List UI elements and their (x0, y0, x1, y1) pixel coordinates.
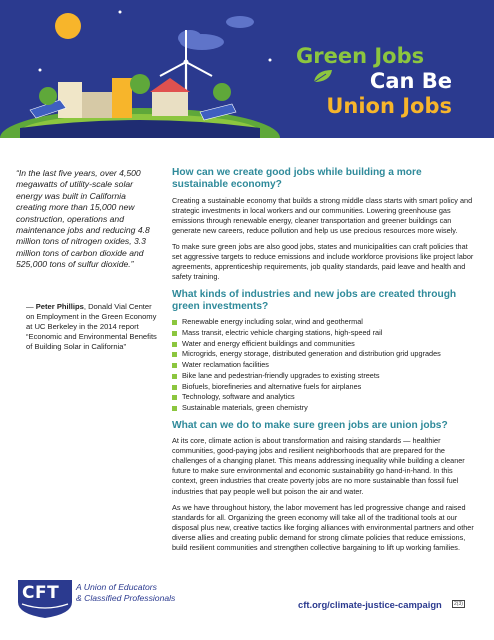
section-heading: How can we create good jobs while building a more sustainable economy? (172, 167, 422, 191)
header-banner (0, 0, 494, 138)
list-item: Biofuels, biorefineries and alternative fuels for airplanes (172, 382, 478, 393)
list-item: Technology, software and analytics (172, 392, 478, 403)
section-heading: What can we do to make sure green jobs are union jobs? (172, 419, 448, 431)
attribution-dash: — (26, 302, 36, 311)
quote-attribution (26, 302, 160, 352)
tagline-line-2: & Classified Professionals (76, 592, 176, 603)
paragraph: Creating a sustainable economy that builds a strong middle class starts with smart policy and strategic investments in local workers and our communities. Lowering greenhouse gas emissions through renewable energy, cleaner transportation and greener buildings can generate new careers, reduce pollution and help us use precious resources more wisely. (172, 195, 473, 236)
industries-list (172, 317, 478, 413)
list-item: Bike lane and pedestrian-friendly upgrades to existing streets (172, 371, 478, 382)
list-item: Water reclamation facilities (172, 360, 478, 371)
title-line-1: Green Jobs (296, 44, 425, 68)
cft-logo-text: CFT (22, 583, 60, 603)
list-item: Sustainable materials, green chemistry (172, 403, 478, 414)
paragraph: At its core, climate action is about transformation and raising standards — healthier communities, good-paying jobs and resilient neighborhoods that are prepared for the challenges of a changing planet. This means addressing inequality while building a cleaner future to make sure environmental and economic sustainability go hand-in-hand. In this context, green industries that create poverty jobs are no more sustainable than fossil fuel industries that pay people well but poison the air and water. (172, 436, 465, 496)
title-line-2: Can Be (369, 69, 452, 93)
title-line-3: Union Jobs (326, 94, 452, 118)
paragraph: To make sure green jobs are also good jobs, states and municipalities can craft policies that set aggressive targets to reduce emissions and include workforce provisions like project labor agreements, apprenticeship requirements, job quality standards, paid leave and health and safety training. (172, 242, 474, 282)
cft-tagline (76, 582, 186, 603)
sidebar-quote: “In the last five years, over 4,500 megawatts of utility-scale solar energy was built in California creating more than 15,000 new construction, operations and maintenance jobs and reducing 4.8 million tons of nitrogen oxides, 3.3 million tons of carbon dioxide and 525,000 tons of sulfur dioxide.” (16, 168, 150, 270)
attribution-name: Peter Phillips (35, 302, 84, 311)
paragraph: As we have throughout history, the labor movement has led progressive change and raised standards for all. Organizing the green economy will take all of the traditional tools at our disposal plus new, creative tactics like forging alliances with environmental partners and other diverse allies and creating public demand for strong climate policies that reduce emissions, build resilient communities and strengthen collective bargaining to lift up working families. (172, 502, 474, 553)
list-item: Renewable energy including solar, wind and geothermal (172, 317, 478, 328)
tagline-line-1: A Union of Educators (76, 582, 157, 592)
sun-icon (55, 13, 81, 39)
list-item: Water and energy efficient buildings and communities (172, 339, 478, 350)
main-content (172, 167, 478, 559)
leaf-icon (312, 68, 334, 84)
list-item: Mass transit, electric vehicle charging stations, high-speed rail (172, 328, 478, 339)
list-item: Microgrids, energy storage, distributed generation and distribution grid upgrades (172, 349, 478, 360)
union-bug: 2(3) (454, 601, 463, 607)
section-heading: What kinds of industries and new jobs are created through green investments? (172, 288, 457, 312)
banner-title (292, 44, 482, 119)
attribution-source: , Donald Vial Center on Employment in the Green Economy at UC Berkeley in the 2014 report “Economic and Environmental Benefits of Building Solar in California” (26, 302, 157, 351)
campaign-link[interactable]: cft.org/climate-justice-campaign (298, 599, 442, 610)
